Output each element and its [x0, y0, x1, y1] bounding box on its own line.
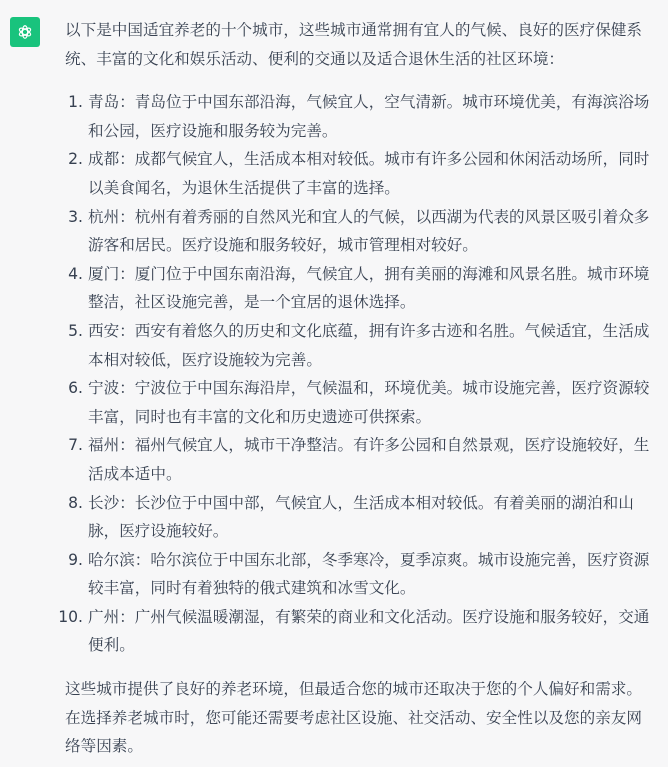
list-number: 7. [68, 436, 83, 455]
list-item-text: 杭州：杭州有着秀丽的自然风光和宜人的气候，以西湖为代表的风景区吸引着众多游客和居民。医疗设施和服务较好，城市管理相对较好。 [88, 207, 650, 255]
list-item [65, 431, 650, 488]
list-item-text: 哈尔滨：哈尔滨位于中国东北部，冬季寒冷，夏季凉爽。城市设施完善，医疗资源较丰富，同时有着独特的俄式建筑和冰雪文化。 [88, 550, 650, 598]
list-number: 1. [68, 93, 83, 112]
list-item [65, 88, 650, 145]
openai-logo-icon [15, 22, 35, 42]
city-list [58, 88, 650, 660]
list-item-text: 青岛：青岛位于中国东部沿海，气候宜人，空气清新。城市环境优美，有海滨浴场和公园，医疗设施和服务较为完善。 [88, 93, 650, 140]
assistant-avatar [10, 17, 40, 47]
assistant-message [58, 16, 650, 761]
list-number: 3. [68, 207, 83, 226]
list-number: 9. [68, 550, 83, 569]
list-number: 2. [68, 150, 83, 169]
list-number: 10. [58, 607, 83, 626]
list-item [65, 489, 650, 546]
list-number: 8. [68, 493, 83, 512]
list-number: 4. [68, 264, 83, 283]
list-item-text: 成都：成都气候宜人，生活成本相对较低。城市有许多公园和休闲活动场所，同时以美食闻名，为退休生活提供了丰富的选择。 [88, 150, 650, 197]
list-item [65, 374, 650, 431]
list-item [58, 603, 650, 660]
list-item [65, 317, 650, 374]
list-item-text: 长沙：长沙位于中国中部，气候宜人，生活成本相对较低。有着美丽的湖泊和山脉，医疗设施较好。 [88, 493, 634, 541]
list-item [65, 145, 650, 202]
message-outro: 这些城市提供了良好的养老环境，但最适合您的城市还取决于您的个人偏好和需求。在选择养老城市时，您可能还需要考虑社区设施、社交活动、安全性以及您的亲友网络等因素。 [65, 680, 642, 756]
list-number: 5. [68, 321, 83, 340]
list-item [65, 203, 650, 260]
list-item [65, 260, 650, 317]
list-item-text: 厦门：厦门位于中国东南沿海，气候宜人，拥有美丽的海滩和风景名胜。城市环境整洁，社区设施完善，是一个宜居的退休选择。 [88, 264, 650, 312]
list-item-text: 宁波：宁波位于中国东海沿岸，气候温和，环境优美。城市设施完善，医疗资源较丰富，同时也有丰富的文化和历史遗迹可供探索。 [88, 379, 650, 426]
list-item-text: 广州：广州气候温暖潮湿，有繁荣的商业和文化活动。医疗设施和服务较好，交通便利。 [88, 607, 650, 655]
list-item [65, 546, 650, 603]
list-item-text: 福州：福州气候宜人，城市干净整洁。有许多公园和自然景观，医疗设施较好，生活成本适中。 [88, 436, 650, 483]
list-item-text: 西安：西安有着悠久的历史和文化底蕴，拥有许多古迹和名胜。气候适宜，生活成本相对较低，医疗设施较为完善。 [88, 321, 650, 369]
list-number: 6. [68, 379, 83, 398]
message-intro: 以下是中国适宜养老的十个城市，这些城市通常拥有宜人的气候、良好的医疗保健系统、丰富的文化和娱乐活动、便利的交通以及适合退休生活的社区环境： [65, 21, 642, 68]
